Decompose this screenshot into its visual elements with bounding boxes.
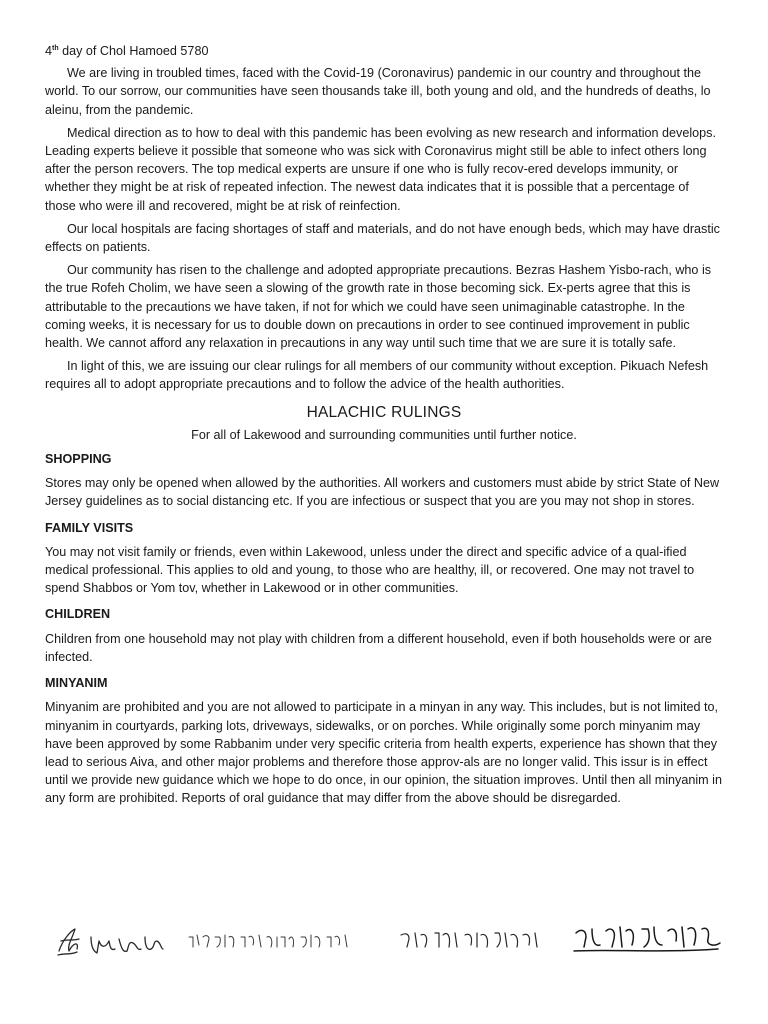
ruling-section-shopping	[45, 450, 723, 511]
section-heading: CHILDREN	[45, 607, 111, 622]
signature-1	[53, 919, 168, 963]
section-body: Stores may only be opened when allowed by the authorities. All workers and customers must abide by strict State of New Jersey guidelines as to social distancing etc. If you are infectious or suspect that you are you may not shop in stores.	[45, 476, 720, 509]
section-heading: SHOPPING	[45, 452, 112, 467]
ruling-section-minyanim	[45, 674, 723, 807]
letter-content	[45, 42, 723, 816]
section-body: Children from one household may not play with children from a different household, even if both households were or are infected.	[45, 631, 712, 664]
section-heading: FAMILY VISITS	[45, 520, 134, 535]
intro-paragraph: We are living in troubled times, faced with the Covid-19 (Coronavirus) pandemic in our country and throughout the world. To our sorrow, our communities have seen thousands take ill, both young and old, and the hundreds of deaths, lo aleinu, from the pandemic.	[45, 66, 711, 117]
date-line	[45, 42, 723, 60]
section-body: You may not visit family or friends, even within Lakewood, unless under the direct and specific advice of a qual-ified medical professional. This applies to old and young, to those who are healthy, ill, or recovered. One may not travel to spend Shabbos or Yom tov, whether in Lakewood or in other communities.	[45, 544, 695, 596]
date-text: day of Chol Hamoed 5780	[58, 44, 209, 58]
rulings-title: HALACHIC RULINGS	[306, 403, 462, 421]
section-heading: MINYANIM	[45, 676, 108, 691]
section-body: Minyanim are prohibited and you are not allowed to participate in a minyan in any way. This includes, but is not limited to, minyanim in courtyards, parking lots, driveways, sidewalks, or on porches. While originally some porch minyanim may have been approved by some Rabbanim under very specific criteria from health experts, experience has shown that they lead to serious Aiva, and other major problems and therefore those approv-als are no longer valid. This issur is in effect until we provide new guidance which we hope to do once, in our opinion, the situation improves. Until then all minyanim in any form are prohibited. Reports of oral guidance that may differ from the above should be disregarded.	[45, 700, 722, 806]
signature-3	[395, 921, 545, 957]
ruling-section-family-visits	[45, 519, 723, 598]
date-ordinal-number: 4	[45, 44, 53, 58]
signature-row	[45, 915, 725, 965]
intro-paragraph: In light of this, we are issuing our clear rulings for all members of our community without exception. Pikuach Nefesh requires all to adopt appropriate precautions and to follow the advice of the health authorities.	[45, 359, 709, 392]
signature-2	[185, 925, 355, 955]
ruling-section-children	[45, 605, 723, 666]
signature-4	[570, 915, 725, 961]
rulings-subtitle: For all of Lakewood and surrounding communities until further notice.	[191, 427, 577, 442]
intro-paragraph: Our local hospitals are facing shortages of staff and materials, and do not have enough beds, which may have drastic effects on patients.	[45, 221, 720, 255]
date-ordinal-suffix: th	[52, 44, 59, 52]
intro-paragraph: Our community has risen to the challenge and adopted appropriate precautions. Bezras Hashem Yisbo-rach, who is the true Rofeh Cholim, we have seen a slowing of the growth rate in those becoming sick. Ex-perts agree that this is attributable to the precautions we have taken, if not for which we could have seen unimaginable catastrophe. In the coming weeks, it is necessary for us to double down on precautions in order to see continued improvement in public health. We cannot afford any relaxation in precautions in any way until such time that we are sure it is totally safe.	[45, 263, 712, 351]
intro-paragraph: Medical direction as to how to deal with this pandemic has been evolving as new research and information develops. Leading experts believe it possible that someone who was sick with Coronavirus might still be able to infect others long after the person recovers. The top medical experts are unsure if one who is fully recov-ered develops immunity, or whether they might be at risk of repeated infection. The newest data indicates that it is possible that a percentage of those who were ill and recovered, might be at risk of reinfection.	[45, 125, 716, 213]
